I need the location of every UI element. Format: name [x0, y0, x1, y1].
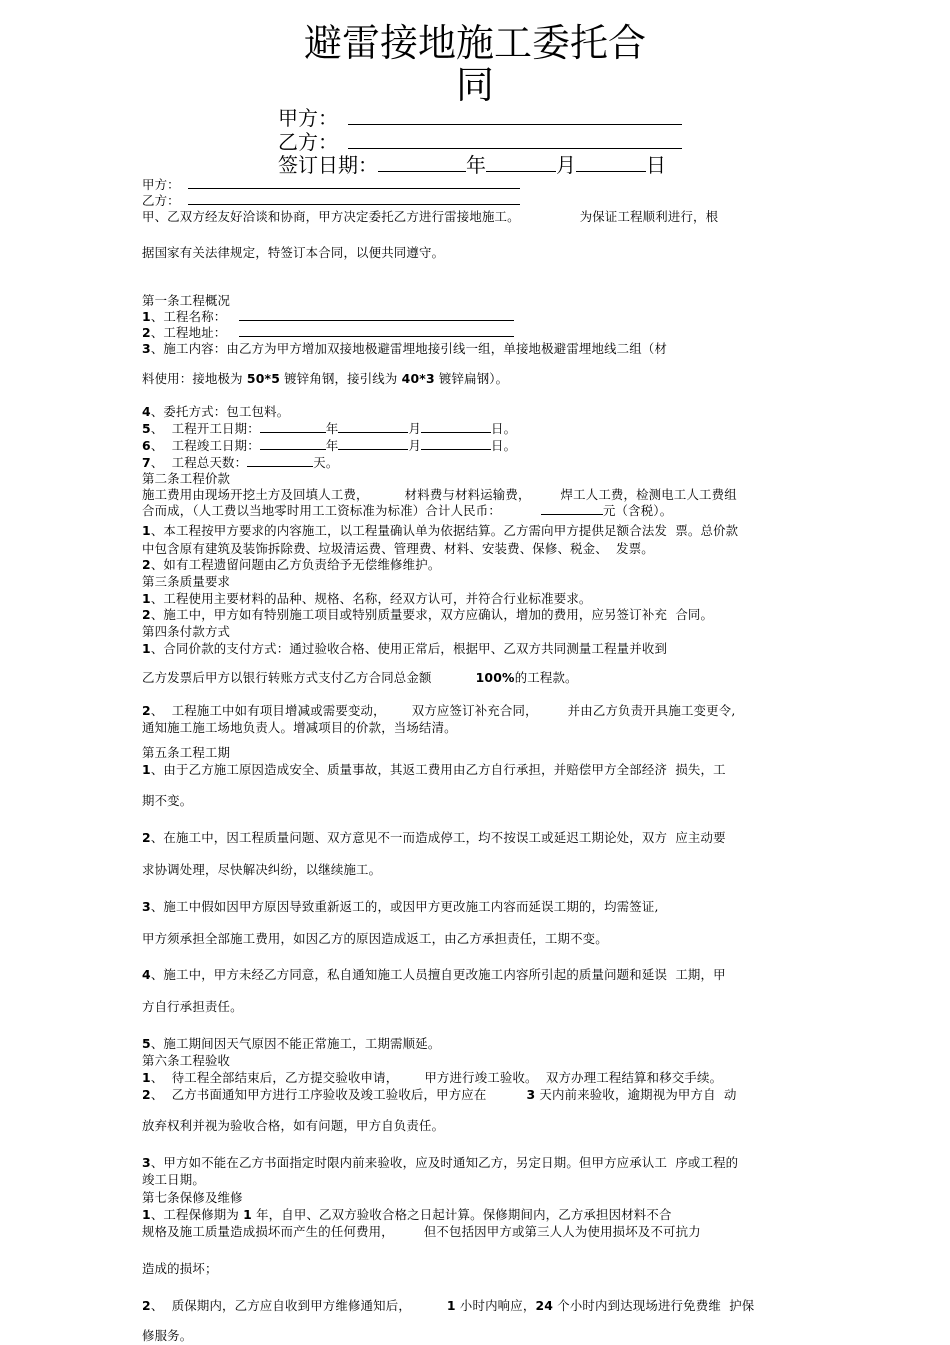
item-5-3: 3、施工中假如因甲方原因导致重新返工的，或因甲方更改施工内容而延误工期的，均需签证, — [142, 899, 659, 914]
item-7-2-cont: 修服务。 — [142, 1328, 193, 1343]
item-1-2: 2、工程地址： — [142, 325, 514, 341]
item-1-5: 5、 工程开工日期： 年 月 日。 — [142, 421, 517, 436]
preamble-line1: 甲、乙双方经友好洽谈和协商，甲方决定委托乙方进行雷接地施工。 为保证工程顺利进行，根 — [142, 209, 719, 224]
section-2-para-line1: 施工费用由现场开挖土方及回填人工费， 材料费与材料运输费， 焊工人工费，检测电工人工费组 — [142, 487, 737, 502]
section-2-para-line2: 合而成，（人工费以当地零时用工工资标准为标准）合计人民币： 元（含税）。 — [142, 503, 673, 518]
item-5-1-cont: 期不变。 — [142, 793, 193, 808]
item-7-1: 1、工程保修期为 1 年，自甲、乙双方验收合格之日起计算。保修期间内，乙方承担因材料不合 — [142, 1207, 672, 1222]
party-a-header: 甲方： — [278, 106, 682, 130]
item-5-1: 1、由于乙方施工原因造成安全、质量事故，其返工费用由乙方自行承担，并赔偿甲方全部经济 损失，工 — [142, 762, 726, 777]
item-1-4: 4、委托方式：包工包料。 — [142, 404, 290, 419]
item-1-7: 7、 工程总天数： 天。 — [142, 455, 339, 470]
small-party-b: 乙方： — [142, 193, 520, 209]
item-1-6: 6、 工程竣工日期： 年 月 日。 — [142, 438, 517, 453]
contract-title-line1: 避雷接地施工委托合 — [303, 21, 646, 65]
item-5-4: 4、施工中，甲方未经乙方同意，私自通知施工人员擅自更改施工内容所引起的质量问题和延误 工期，甲 — [142, 967, 726, 982]
item-6-3: 3、甲方如不能在乙方书面指定时限内前来验收，应及时通知乙方，另定日期。但甲方应承认工 序或工程的 — [142, 1155, 739, 1170]
section-7-heading: 第七条保修及维修 — [142, 1190, 243, 1205]
item-1-3: 3、施工内容：由乙方为甲方增加双接地极避雷埋地接引线一组，单接地极避雷埋地线二组（材 — [142, 341, 668, 356]
item-6-3-cont: 竣工日期。 — [142, 1172, 205, 1187]
section-1-heading: 第一条工程概况 — [142, 293, 231, 308]
item-7-2: 2、 质保期内，乙方应自收到甲方维修通知后， 1 小时内响应，24 个小时内到达现场进行免费维 护保 — [142, 1298, 755, 1313]
section-4-heading: 第四条付款方式 — [142, 624, 231, 639]
item-6-1: 1、 待工程全部结束后，乙方提交验收申请， 甲方进行竣工验收。 双方办理工程结算和移交手续。 — [142, 1070, 723, 1085]
item-4-1-cont: 乙方发票后甲方以银行转账方式支付乙方合同总金额 100%的工程款。 — [142, 670, 578, 685]
sign-date-header: 签订日期： 年 月 日 — [278, 153, 666, 177]
item-2-1-cont: 中包含原有建筑及装饰拆除费、垃圾清运费、管理费、材料、安装费、保修、税金、 发票。 — [142, 541, 654, 556]
item-5-2-cont: 求协调处理，尽快解决纠纷，以继续施工。 — [142, 862, 382, 877]
section-2-heading: 第二条工程价款 — [142, 471, 231, 486]
item-2-1: 1、本工程按甲方要求的内容施工，以工程量确认单为依据结算。乙方需向甲方提供足额合法发 票。总价款 — [142, 523, 739, 538]
item-5-4-cont: 方自行承担责任。 — [142, 999, 243, 1014]
item-5-3-cont: 甲方须承担全部施工费用，如因乙方的原因造成返工，由乙方承担责任，工期不变。 — [142, 931, 608, 946]
item-6-2: 2、 乙方书面通知甲方进行工序验收及竣工验收后，甲方应在 3 天内前来验收，逾期视为甲方自 动 — [142, 1087, 737, 1102]
item-5-2: 2、在施工中，因工程质量问题、双方意见不一而造成停工，均不按误工或延迟工期论处，双方 应主动要 — [142, 830, 726, 845]
item-4-1: 1、合同价款的支付方式：通过验收合格、使用正常后，根据甲、乙双方共同测量工程量并收到 — [142, 641, 668, 656]
item-1-3-cont: 料使用：接地极为 50*5 镀锌角钢，接引线为 40*3 镀锌扁钢）。 — [142, 371, 509, 386]
item-7-1-cont: 规格及施工质量造成损坏而产生的任何费用， 但不包括因甲方或第三人人为使用损坏及不可抗力 — [142, 1224, 701, 1239]
section-3-heading: 第三条质量要求 — [142, 574, 231, 589]
section-6-heading: 第六条工程验收 — [142, 1053, 231, 1068]
contract-title-line2: 同 — [455, 63, 494, 107]
item-6-2-cont: 放弃权利并视为验收合格，如有问题，甲方自负责任。 — [142, 1118, 445, 1133]
item-5-5: 5、施工期间因天气原因不能正常施工，工期需顺延。 — [142, 1036, 441, 1051]
small-party-a: 甲方： — [142, 177, 520, 193]
item-1-1: 1、工程名称： — [142, 309, 514, 325]
preamble-line2: 据国家有关法律规定，特签订本合同，以便共同遵守。 — [142, 245, 445, 260]
item-4-2-cont: 通知施工施工场地负责人。增减项目的价款，当场结清。 — [142, 720, 457, 735]
item-7-1-cont2: 造成的损坏； — [142, 1261, 218, 1276]
item-3-2: 2、施工中，甲方如有特别施工项目或特别质量要求，双方应确认，增加的费用，应另签订补充 合同。 — [142, 607, 714, 622]
party-b-header: 乙方： — [278, 130, 682, 154]
item-4-2: 2、 工程施工中如有项目增减或需要变动， 双方应签订补充合同， 并由乙方负责开具施工变更令, — [142, 703, 736, 718]
item-2-2: 2、如有工程遗留问题由乙方负责给予无偿维修维护。 — [142, 557, 441, 572]
section-5-heading: 第五条工程工期 — [142, 745, 231, 760]
item-3-1: 1、工程使用主要材料的品种、规格、名称，经双方认可，并符合行业标准要求。 — [142, 591, 592, 606]
